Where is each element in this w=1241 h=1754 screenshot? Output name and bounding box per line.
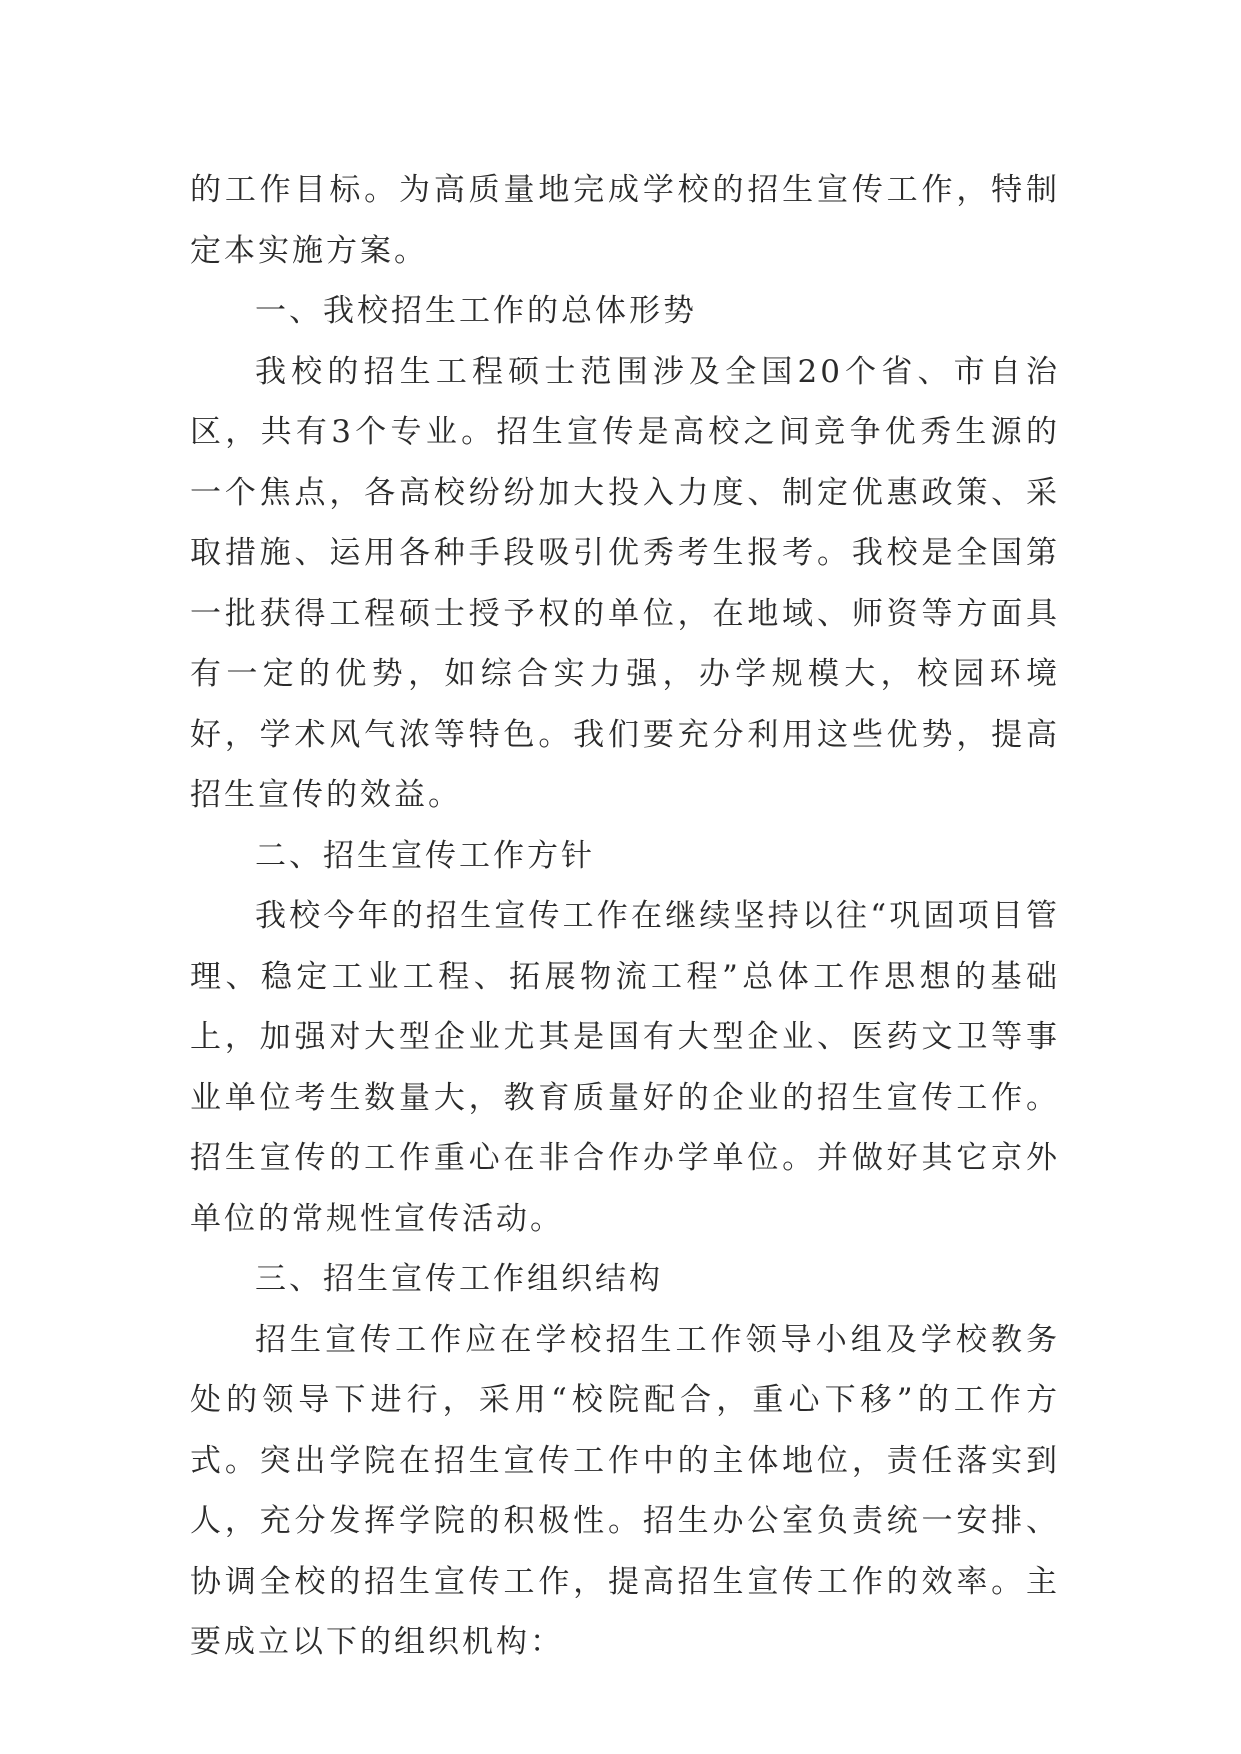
paragraph-policy: 我校今年的招生宣传工作在继续坚持以往“巩固项目管理、稳定工业工程、拓展物流工程”总体工作思想的基础上，加强对大型企业尤其是国有大型企业、医药文卫等事业单位考生数量大，教育质量好的企业的招生宣传工作。招生宣传的工作重心在非合作办学单位。并做好其它京外单位的常规性宣传活动。 xyxy=(190,898,1060,1237)
section-heading-organization: 三、招生宣传工作组织结构 xyxy=(255,1261,663,1297)
paragraph-overall-situation: 我校的招生工程硕士范围涉及全国20个省、市自治区，共有3个专业。招生宣传是高校之间竞争优秀生源的一个焦点，各高校纷纷加大投入力度、制定优惠政策、采取措施、运用各种手段吸引优秀考生报考。我校是全国第一批获得工程硕士授予权的单位，在地域、师资等方面具有一定的优势，如综合实力强，办学规模大，校园环境好，学术风气浓等特色。我们要充分利用这些优势，提高招生宣传的效益。 xyxy=(190,353,1060,813)
document-body xyxy=(190,160,1060,1673)
paragraph-continuation: 的工作目标。为高质量地完成学校的招生宣传工作，特制定本实施方案。 xyxy=(190,172,1060,269)
section-heading-overall-situation: 一、我校招生工作的总体形势 xyxy=(255,293,697,329)
section-heading-policy: 二、招生宣传工作方针 xyxy=(255,837,595,874)
paragraph-organization: 招生宣传工作应在学校招生工作领导小组及学校教务处的领导下进行，采用“校院配合，重心下移”的工作方式。突出学院在招生宣传工作中的主体地位，责任落实到人，充分发挥学院的积极性。招生办公室负责统一安排、协调全校的招生宣传工作，提高招生宣传工作的效率。主要成立以下的组织机构： xyxy=(190,1321,1060,1660)
